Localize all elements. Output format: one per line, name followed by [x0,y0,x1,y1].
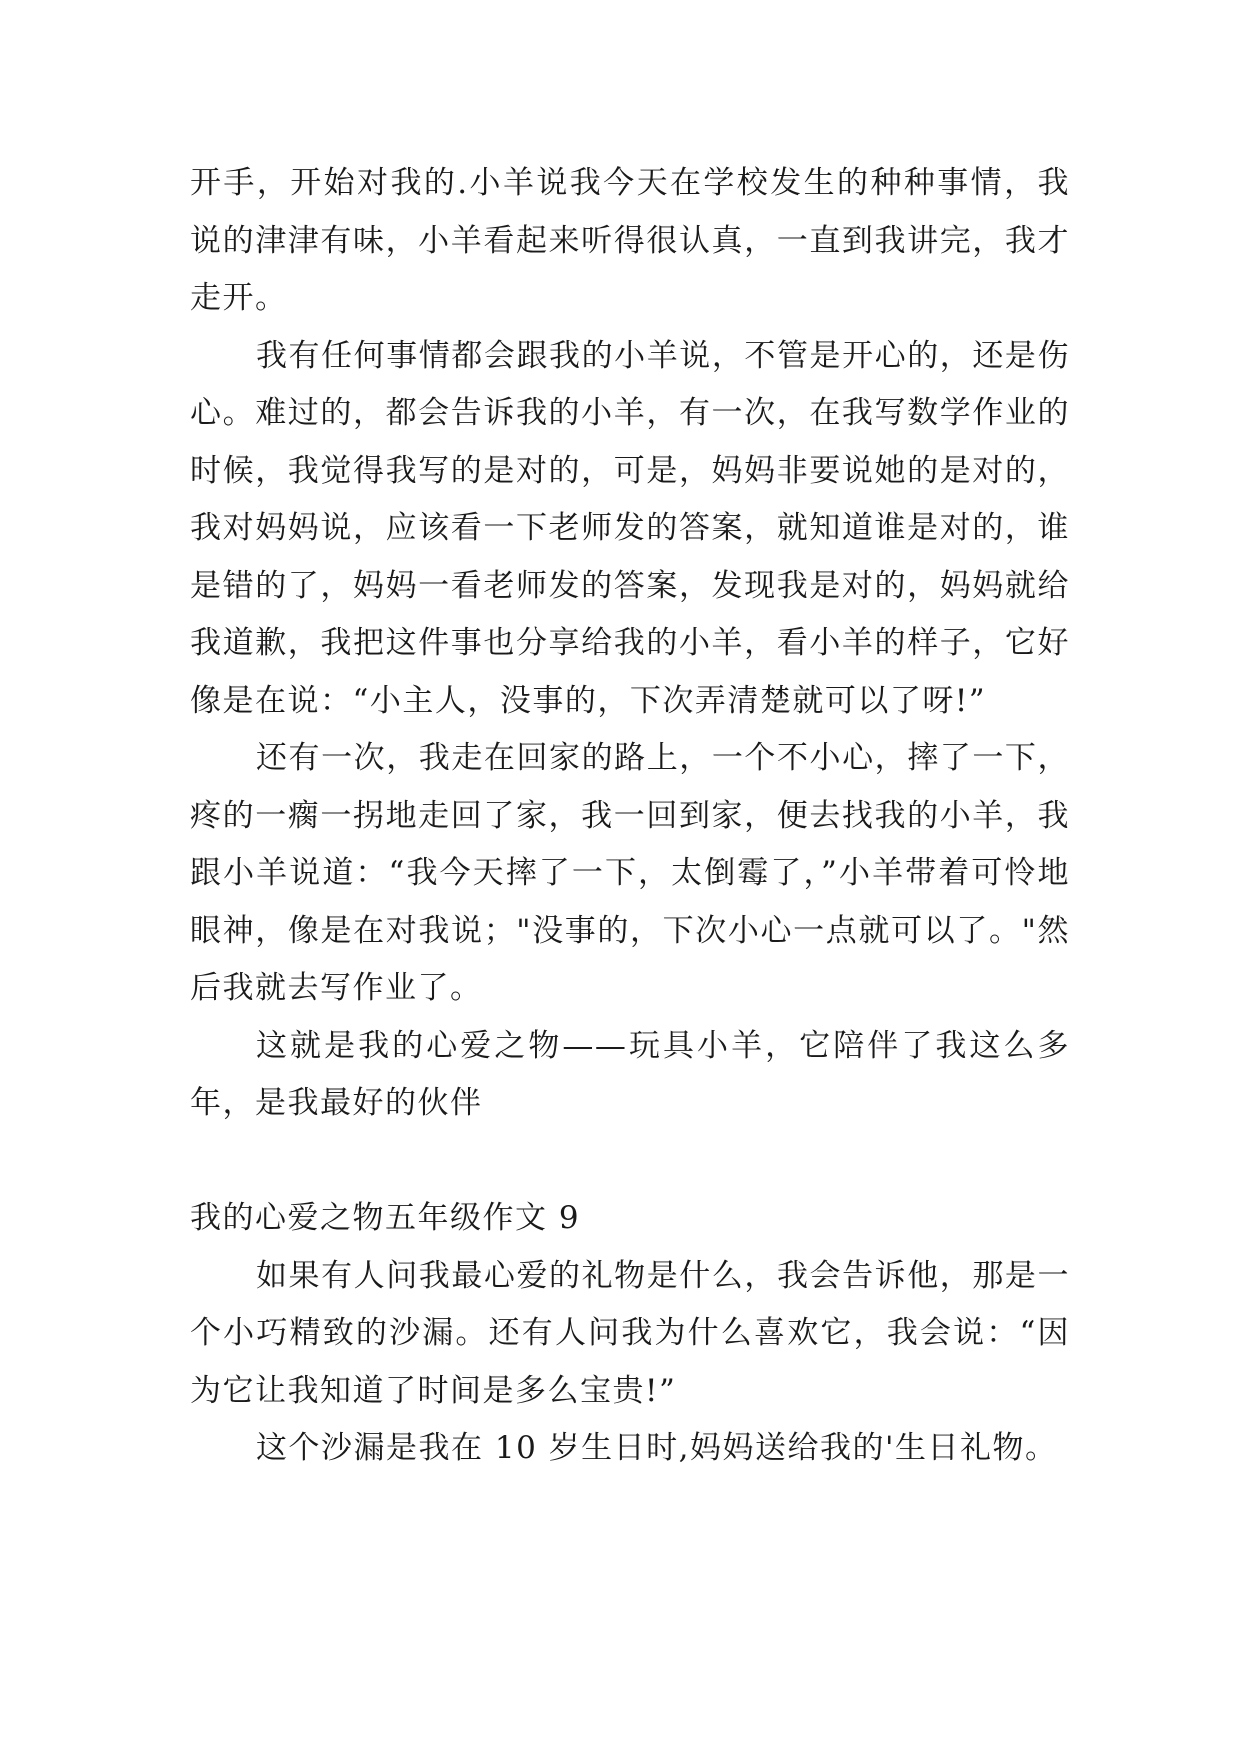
paragraph-1: 开手，开始对我的.小羊说我今天在学校发生的种种事情，我说的津津有味，小羊看起来听得很认真，一直到我讲完，我才走开。 [190,165,1070,316]
paragraph-4: 这就是我的心爱之物——玩具小羊，它陪伴了我这么多年，是我最好的伙伴 [190,1027,1070,1121]
paragraph-6: 这个沙漏是我在 10 岁生日时,妈妈送给我的'生日礼物。 [256,1430,1058,1466]
document-body [190,155,1070,1478]
section-heading: 我的心爱之物五年级作文 9 [190,1200,581,1236]
paragraph-2: 我有任何事情都会跟我的小羊说，不管是开心的，还是伤心。难过的，都会告诉我的小羊，有一次，在我写数学作业的时候，我觉得我写的是对的，可是，妈妈非要说她的是对的，我对妈妈说，应该看一下老师发的答案，就知道谁是对的，谁是错的了，妈妈一看老师发的答案，发现我是对的，妈妈就给我道歉，我把这件事也分享给我的小羊，看小羊的样子，它好像是在说：“小主人，没事的，下次弄清楚就可以了呀!” [190,337,1070,719]
paragraph-3: 还有一次，我走在回家的路上，一个不小心，摔了一下，疼的一瘸一拐地走回了家，我一回到家，便去找我的小羊，我跟小羊说道：“我今天摔了一下，太倒霉了，”小羊带着可怜地眼神，像是在对我说；"没事的，下次小心一点就可以了。"然后我就去写作业了。 [190,740,1070,1006]
paragraph-5: 如果有人问我最心爱的礼物是什么，我会告诉他，那是一个小巧精致的沙漏。还有人问我为什么喜欢它，我会说：“因为它让我知道了时间是多么宝贵!” [190,1257,1070,1409]
